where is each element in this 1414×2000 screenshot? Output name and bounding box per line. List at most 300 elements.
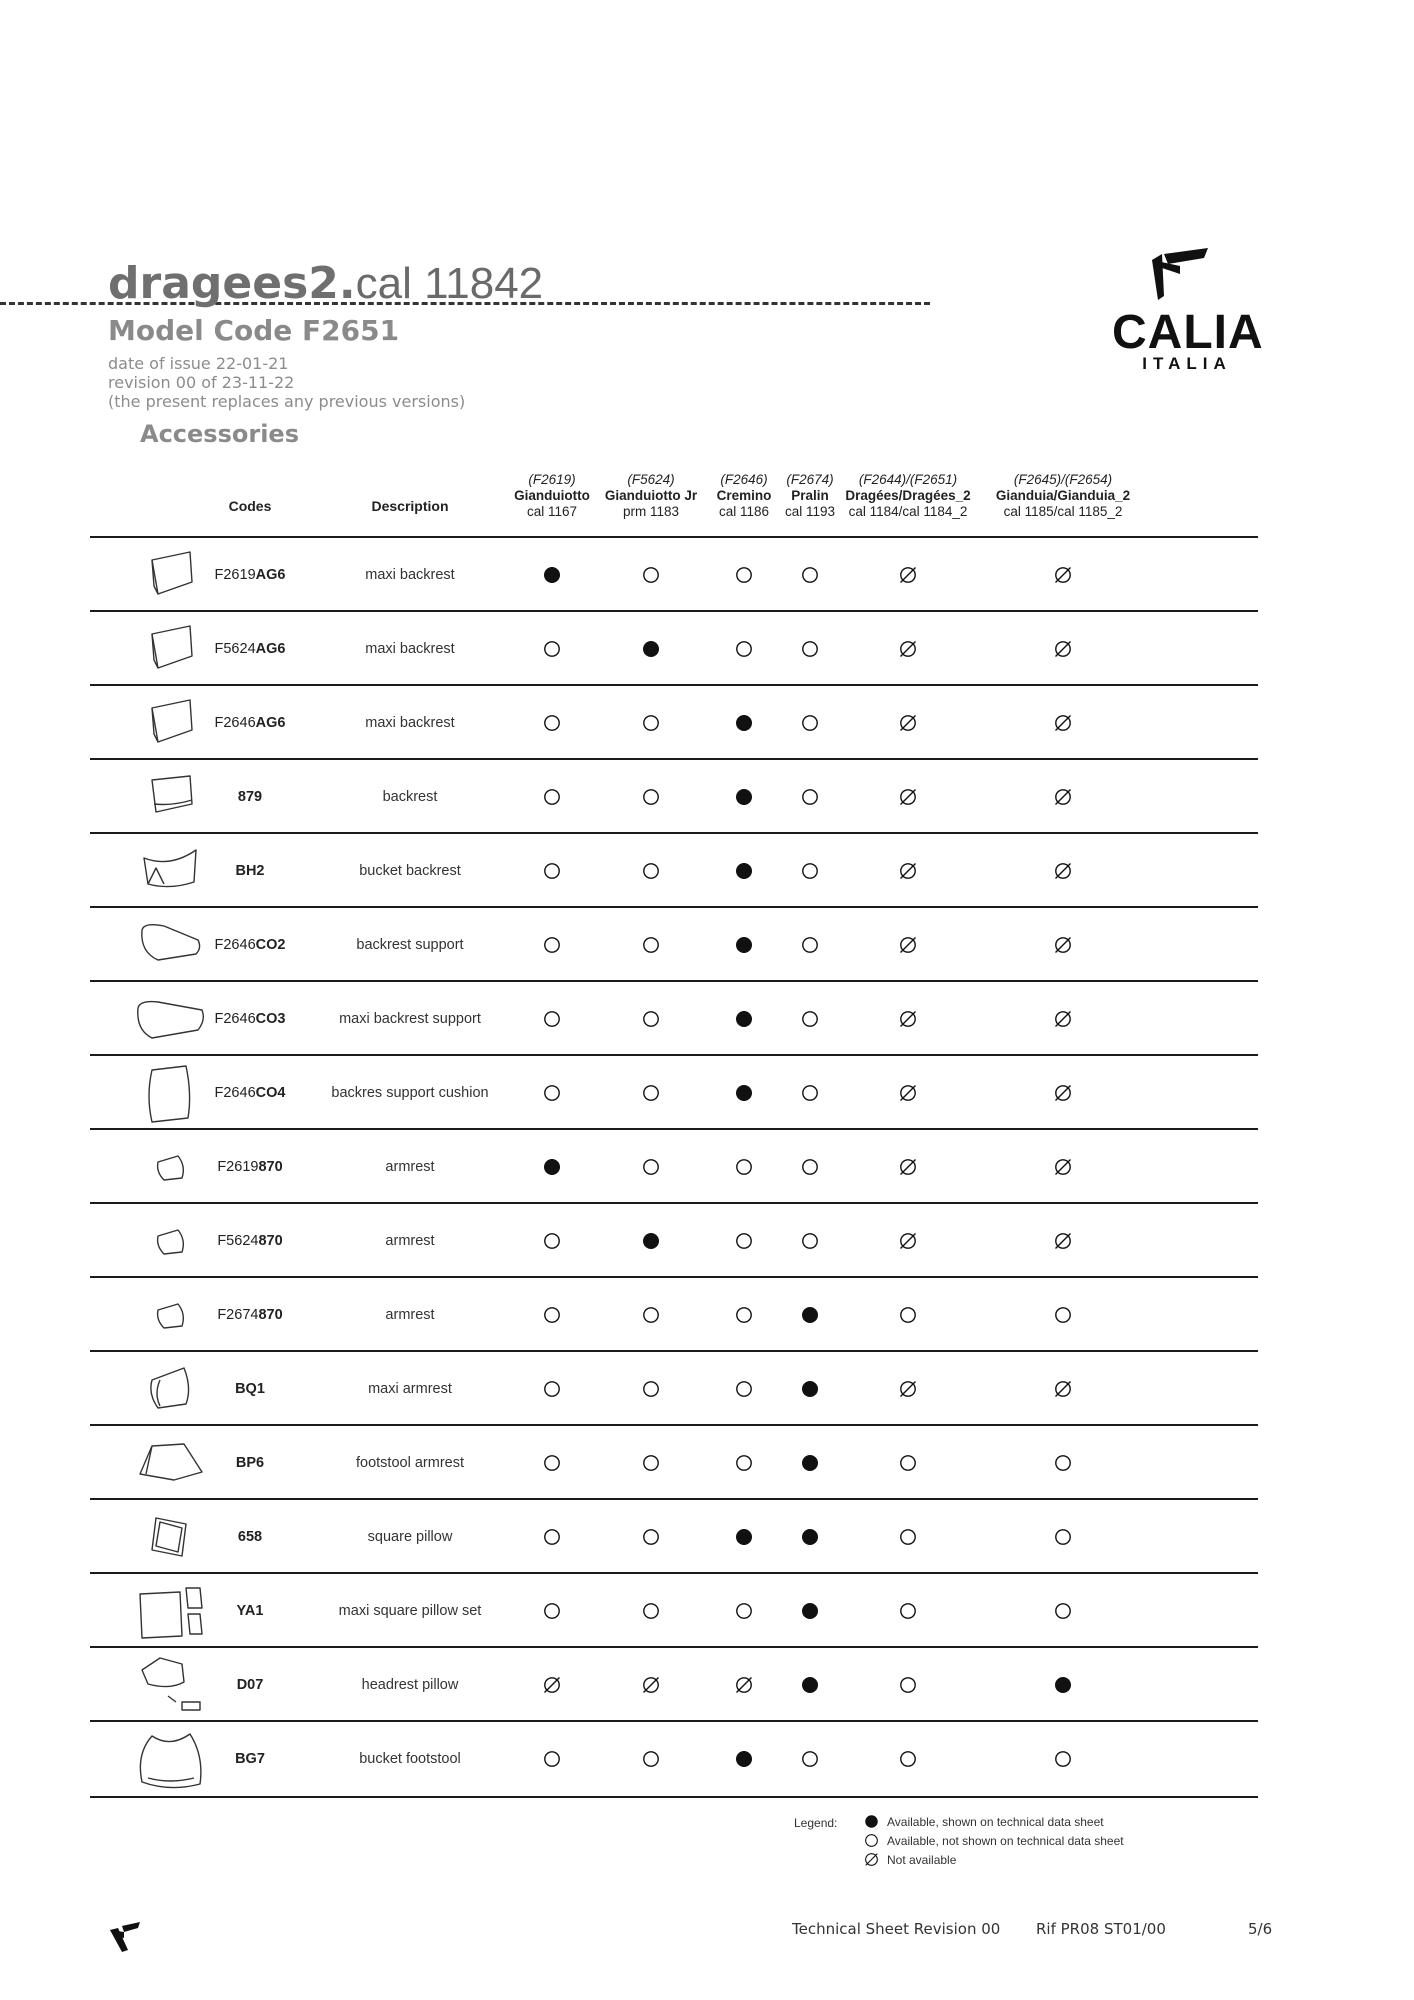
empty-circle-icon	[1054, 1454, 1072, 1472]
logo-word: CALIA	[1112, 306, 1264, 359]
column-header-cal: cal 1184/cal 1184_2	[848, 504, 968, 519]
not-available-icon	[1054, 1158, 1072, 1176]
available-shown-mark	[802, 1307, 818, 1323]
accessory-code	[200, 1426, 300, 1500]
availability-cell	[636, 1204, 666, 1278]
availability-cell	[729, 538, 759, 612]
section-title: Accessories	[140, 420, 299, 448]
empty-circle-icon	[543, 1380, 561, 1398]
empty-circle-icon	[543, 862, 561, 880]
table-row	[90, 1276, 1258, 1352]
empty-circle-icon	[1054, 1528, 1072, 1546]
availability-cell	[893, 1204, 923, 1278]
legend-title: Legend:	[794, 1816, 838, 1830]
availability-cell	[729, 1426, 759, 1500]
accessory-image	[130, 908, 210, 982]
column-header	[983, 472, 1143, 520]
availability-cell	[636, 1352, 666, 1426]
code-suffix: 879	[237, 789, 263, 805]
availability-cell	[537, 834, 567, 908]
empty-circle-icon	[1054, 1602, 1072, 1620]
availability-cell	[636, 1056, 666, 1130]
availability-cell	[729, 834, 759, 908]
table-row	[90, 1720, 1258, 1798]
column-header-code: (F5624)	[627, 472, 675, 487]
availability-cell	[795, 1722, 825, 1796]
column-header-code: (F2674)	[786, 472, 834, 487]
available-not-shown-mark	[644, 938, 658, 952]
availability-cell	[729, 1204, 759, 1278]
availability-cell	[537, 686, 567, 760]
filled-circle-icon	[543, 566, 561, 584]
filled-circle-icon	[735, 1010, 753, 1028]
not-available-icon	[1054, 1380, 1072, 1398]
available-not-shown-mark	[644, 1604, 658, 1618]
available-not-shown-mark	[803, 1234, 817, 1248]
availability-cell	[893, 538, 923, 612]
empty-circle-icon	[801, 788, 819, 806]
available-shown-mark	[736, 937, 752, 953]
table-row	[90, 980, 1258, 1056]
empty-circle-icon	[735, 1454, 753, 1472]
empty-circle-icon	[899, 1454, 917, 1472]
available-not-shown-mark	[545, 1012, 559, 1026]
available-not-shown-mark	[644, 1086, 658, 1100]
backrest-support-icon	[134, 912, 206, 978]
column-header	[596, 472, 706, 520]
empty-circle-icon	[543, 1528, 561, 1546]
filled-circle-icon	[801, 1454, 819, 1472]
available-not-shown-mark	[644, 864, 658, 878]
empty-circle-icon	[642, 1306, 660, 1324]
available-not-shown-mark	[1056, 1752, 1070, 1766]
availability-cell	[729, 612, 759, 686]
code-prefix: F2646	[214, 715, 256, 731]
filled-circle-icon	[864, 1814, 879, 1829]
not-available-mark	[901, 1086, 916, 1101]
available-shown-mark	[802, 1381, 818, 1397]
availability-cell	[795, 686, 825, 760]
column-header	[709, 472, 779, 520]
available-not-shown-mark	[737, 1160, 751, 1174]
code-prefix: F2619	[214, 567, 256, 583]
accessory-image	[130, 1130, 210, 1204]
available-not-shown-mark	[545, 1086, 559, 1100]
empty-circle-icon	[801, 1010, 819, 1028]
not-available-icon	[899, 1232, 917, 1250]
column-header	[833, 472, 983, 520]
accessory-code	[200, 1722, 300, 1796]
availability-cell	[537, 1352, 567, 1426]
available-shown-mark	[802, 1677, 818, 1693]
column-header-name: Cremino	[716, 488, 772, 503]
availability-cell	[729, 1352, 759, 1426]
not-available-icon	[1054, 566, 1072, 584]
code-prefix: F2646	[214, 1011, 256, 1027]
accessory-description: bucket footstool	[359, 1751, 461, 1767]
table-row	[90, 758, 1258, 834]
accessory-code	[200, 1204, 300, 1278]
accessory-image	[130, 1500, 210, 1574]
legend-filled-label: Available, shown on technical data sheet	[887, 1814, 1104, 1829]
page-footer	[0, 1910, 1414, 1970]
column-header-name: Gianduiotto Jr	[604, 488, 698, 503]
empty-circle-icon	[801, 862, 819, 880]
available-shown-mark	[736, 863, 752, 879]
availability-cell	[1048, 1278, 1078, 1352]
availability-cell	[1048, 1204, 1078, 1278]
available-not-shown-mark	[545, 1308, 559, 1322]
empty-circle-icon	[801, 1084, 819, 1102]
availability-cell	[795, 908, 825, 982]
empty-circle-icon	[642, 1454, 660, 1472]
code-suffix: BG7	[235, 1751, 265, 1767]
not-available-icon	[864, 1852, 879, 1867]
availability-cell	[893, 982, 923, 1056]
table-row	[90, 1350, 1258, 1426]
availability-cell	[795, 1204, 825, 1278]
empty-circle-icon	[735, 1380, 753, 1398]
column-header-cal: cal 1167	[526, 504, 578, 519]
empty-circle-icon	[801, 1232, 819, 1250]
available-not-shown-mark	[545, 1234, 559, 1248]
availability-cell	[893, 1648, 923, 1722]
accessory-code	[200, 1352, 300, 1426]
available-not-shown-mark	[644, 1160, 658, 1174]
availability-cell	[893, 612, 923, 686]
column-header-code: (F2645)/(F2654)	[1013, 472, 1113, 487]
code-suffix: CO3	[255, 1011, 286, 1027]
accessory-code	[200, 1648, 300, 1722]
accessory-description: bucket backrest	[359, 863, 461, 879]
empty-circle-icon	[642, 1010, 660, 1028]
availability-cell	[729, 1574, 759, 1648]
not-available-icon	[642, 1676, 660, 1694]
accessory-image	[130, 538, 210, 612]
calia-logo	[1112, 248, 1262, 378]
available-not-shown-mark	[803, 1012, 817, 1026]
table-row	[90, 1572, 1258, 1648]
legend-empty	[864, 1833, 1124, 1848]
availability-cell	[893, 760, 923, 834]
available-not-shown-mark	[737, 1382, 751, 1396]
availability-cell	[636, 1278, 666, 1352]
empty-circle-icon	[642, 1528, 660, 1546]
empty-circle-icon	[543, 1750, 561, 1768]
accessory-image	[130, 1056, 210, 1130]
available-shown-mark	[736, 1085, 752, 1101]
filled-circle-icon	[735, 1750, 753, 1768]
accessory-image	[130, 1574, 210, 1648]
availability-cell	[795, 1500, 825, 1574]
empty-circle-icon	[864, 1833, 879, 1848]
accessory-image	[130, 760, 210, 834]
footer-page: 5/6	[1248, 1920, 1273, 1938]
available-shown-mark	[736, 1529, 752, 1545]
filled-circle-icon	[735, 788, 753, 806]
available-not-shown-mark	[737, 642, 751, 656]
not-available-icon	[899, 1380, 917, 1398]
accessory-description: square pillow	[367, 1529, 453, 1545]
available-shown-mark	[544, 1159, 560, 1175]
description-header: Description	[371, 498, 449, 514]
available-not-shown-mark	[545, 1456, 559, 1470]
not-available-mark	[901, 790, 916, 805]
filled-circle-icon	[801, 1528, 819, 1546]
not-available-mark	[1056, 1234, 1071, 1249]
empty-circle-icon	[543, 640, 561, 658]
available-not-shown-mark	[644, 716, 658, 730]
available-not-shown-mark	[803, 1160, 817, 1174]
code-suffix: 870	[258, 1159, 283, 1175]
available-not-shown-mark	[1056, 1308, 1070, 1322]
filled-circle-icon	[801, 1602, 819, 1620]
code-suffix: CO2	[255, 937, 286, 953]
code-prefix: F5624	[214, 641, 256, 657]
accessory-image	[130, 1278, 210, 1352]
not-available-mark	[1056, 642, 1071, 657]
available-not-shown-mark	[545, 1530, 559, 1544]
accessory-image	[130, 1352, 210, 1426]
availability-cell	[537, 908, 567, 982]
availability-cell	[1048, 1352, 1078, 1426]
empty-circle-icon	[543, 936, 561, 954]
title-light: cal 11842	[355, 259, 544, 308]
accessory-image	[130, 1204, 210, 1278]
availability-cell	[1048, 834, 1078, 908]
available-not-shown-mark	[803, 864, 817, 878]
available-not-shown-mark	[901, 1678, 915, 1692]
availability-cell	[729, 1278, 759, 1352]
empty-circle-icon	[543, 1454, 561, 1472]
available-not-shown-mark	[737, 1456, 751, 1470]
code-prefix: F5624	[217, 1233, 259, 1249]
available-not-shown-mark	[737, 1234, 751, 1248]
legend-na	[864, 1852, 956, 1867]
column-header-cal: cal 1185/cal 1185_2	[1003, 504, 1123, 519]
available-shown-mark	[1055, 1677, 1071, 1693]
availability-cell	[795, 1426, 825, 1500]
accessory-code	[200, 982, 300, 1056]
availability-cell	[729, 1056, 759, 1130]
availability-cell	[1048, 1056, 1078, 1130]
not-available-mark	[901, 1012, 916, 1027]
accessory-code	[200, 760, 300, 834]
available-not-shown-mark	[803, 1752, 817, 1766]
empty-circle-icon	[735, 640, 753, 658]
available-shown-mark	[802, 1529, 818, 1545]
calia-mark-icon	[108, 1922, 142, 1956]
availability-cell	[893, 1426, 923, 1500]
empty-circle-icon	[735, 1158, 753, 1176]
availability-cell	[795, 1278, 825, 1352]
available-not-shown-mark	[545, 790, 559, 804]
bucket-backrest-icon	[134, 838, 206, 904]
code-suffix: BQ1	[235, 1381, 265, 1397]
not-available-mark	[901, 1382, 916, 1397]
not-available-icon	[1054, 1010, 1072, 1028]
empty-circle-icon	[543, 1306, 561, 1324]
column-header-name: Dragées/Dragées_2	[845, 488, 971, 503]
not-available-mark	[1056, 716, 1071, 731]
availability-cell	[1048, 1648, 1078, 1722]
code-suffix: 870	[258, 1307, 283, 1323]
availability-cell	[537, 1056, 567, 1130]
legend-filled	[864, 1814, 1104, 1829]
availability-cell	[893, 686, 923, 760]
not-available-mark	[1056, 1382, 1071, 1397]
empty-circle-icon	[735, 566, 753, 584]
not-available-icon	[1054, 640, 1072, 658]
availability-cell	[893, 1056, 923, 1130]
empty-circle-icon	[899, 1528, 917, 1546]
availability-cell	[893, 1722, 923, 1796]
available-not-shown-mark	[901, 1530, 915, 1544]
empty-circle-icon	[642, 862, 660, 880]
table-row	[90, 684, 1258, 760]
accessory-code	[200, 538, 300, 612]
code-prefix: F2674	[217, 1307, 259, 1323]
availability-cell	[795, 1352, 825, 1426]
empty-circle-icon	[543, 1010, 561, 1028]
code-prefix: F2619	[217, 1159, 259, 1175]
not-available-mark	[901, 642, 916, 657]
available-shown-mark	[736, 789, 752, 805]
availability-cell	[795, 834, 825, 908]
code-suffix: 870	[258, 1233, 283, 1249]
accessory-image	[130, 834, 210, 908]
accessory-description: backres support cushion	[331, 1085, 489, 1101]
available-not-shown-mark	[901, 1456, 915, 1470]
code-prefix: F2646	[214, 1085, 256, 1101]
empty-circle-icon	[543, 788, 561, 806]
code-suffix: YA1	[236, 1603, 264, 1619]
empty-circle-icon	[642, 1602, 660, 1620]
availability-cell	[795, 982, 825, 1056]
empty-circle-icon	[735, 1306, 753, 1324]
column-header	[507, 472, 597, 520]
column-header-cal: cal 1193	[784, 504, 836, 519]
footer-revision: Technical Sheet Revision 00	[792, 1920, 1001, 1938]
availability-cell	[636, 834, 666, 908]
empty-circle-icon	[899, 1306, 917, 1324]
availability-cell	[537, 612, 567, 686]
footer-ref: Rif PR08 ST01/00	[1036, 1920, 1166, 1938]
empty-circle-icon	[642, 1750, 660, 1768]
availability-cell	[537, 1500, 567, 1574]
empty-circle-icon	[642, 1158, 660, 1176]
availability-cell	[729, 686, 759, 760]
available-shown-mark	[736, 715, 752, 731]
availability-cell	[537, 1278, 567, 1352]
accessory-description: maxi backrest	[365, 715, 455, 731]
code-suffix: AG6	[255, 641, 286, 657]
available-not-shown-mark	[644, 790, 658, 804]
table-row	[90, 1498, 1258, 1574]
availability-cell	[636, 982, 666, 1056]
available-not-shown-mark	[644, 1752, 658, 1766]
empty-circle-icon	[801, 714, 819, 732]
available-not-shown-mark	[803, 642, 817, 656]
available-not-shown-mark	[737, 1308, 751, 1322]
available-not-shown-mark	[901, 1752, 915, 1766]
empty-circle-icon	[642, 788, 660, 806]
accessory-description: backrest	[382, 789, 438, 805]
accessory-description: maxi backrest	[365, 567, 455, 583]
availability-cell	[636, 908, 666, 982]
code-suffix: CO4	[255, 1085, 286, 1101]
availability-cell	[537, 1648, 567, 1722]
table-row	[90, 1054, 1258, 1130]
availability-cell	[795, 538, 825, 612]
empty-circle-icon	[899, 1676, 917, 1694]
logo-sub: ITALIA	[1142, 354, 1232, 373]
filled-circle-icon	[543, 1158, 561, 1176]
not-available-mark	[901, 568, 916, 583]
code-suffix: AG6	[255, 567, 286, 583]
accessory-code	[200, 834, 300, 908]
table-row	[90, 1128, 1258, 1204]
maxi-backrest-icon	[134, 690, 206, 756]
availability-cell	[636, 1130, 666, 1204]
empty-circle-icon	[543, 1084, 561, 1102]
column-header-code: (F2646)	[720, 472, 768, 487]
accessory-description: headrest pillow	[361, 1677, 459, 1693]
available-not-shown-mark	[545, 1604, 559, 1618]
not-available-mark	[901, 938, 916, 953]
accessory-code	[200, 1278, 300, 1352]
armrest-icon	[134, 1134, 206, 1200]
availability-cell	[537, 1574, 567, 1648]
maxi-armrest-icon	[134, 1356, 206, 1422]
availability-cell	[795, 1130, 825, 1204]
empty-circle-icon	[642, 936, 660, 954]
legend-empty-label: Available, not shown on technical data sheet	[887, 1833, 1124, 1848]
availability-cell	[729, 760, 759, 834]
not-available-icon	[899, 566, 917, 584]
not-available-mark	[644, 1678, 659, 1693]
table-row	[90, 536, 1258, 612]
availability-cell	[729, 1130, 759, 1204]
filled-circle-icon	[642, 1232, 660, 1250]
available-not-shown-mark	[644, 1382, 658, 1396]
table-row	[90, 1646, 1258, 1722]
accessory-code	[200, 1056, 300, 1130]
not-available-mark	[1056, 938, 1071, 953]
empty-circle-icon	[801, 936, 819, 954]
accessory-description: maxi backrest support	[339, 1011, 481, 1027]
availability-cell	[537, 1426, 567, 1500]
document-title	[108, 258, 543, 310]
available-not-shown-mark	[737, 568, 751, 582]
issue-meta	[108, 354, 465, 411]
filled-circle-icon	[735, 1528, 753, 1546]
title-bold: dragees2.	[108, 258, 356, 309]
availability-cell	[1048, 686, 1078, 760]
accessory-description: armrest	[385, 1233, 435, 1249]
filled-circle-icon	[1054, 1676, 1072, 1694]
available-shown-mark	[643, 1233, 659, 1249]
accessory-description: maxi backrest	[365, 641, 455, 657]
availability-cell	[729, 1722, 759, 1796]
filled-circle-icon	[735, 936, 753, 954]
availability-cell	[636, 1426, 666, 1500]
accessory-image	[130, 1648, 210, 1722]
available-not-shown-mark	[545, 864, 559, 878]
not-available-mark	[901, 864, 916, 879]
available-not-shown-mark	[1056, 1530, 1070, 1544]
available-not-shown-mark	[901, 1604, 915, 1618]
